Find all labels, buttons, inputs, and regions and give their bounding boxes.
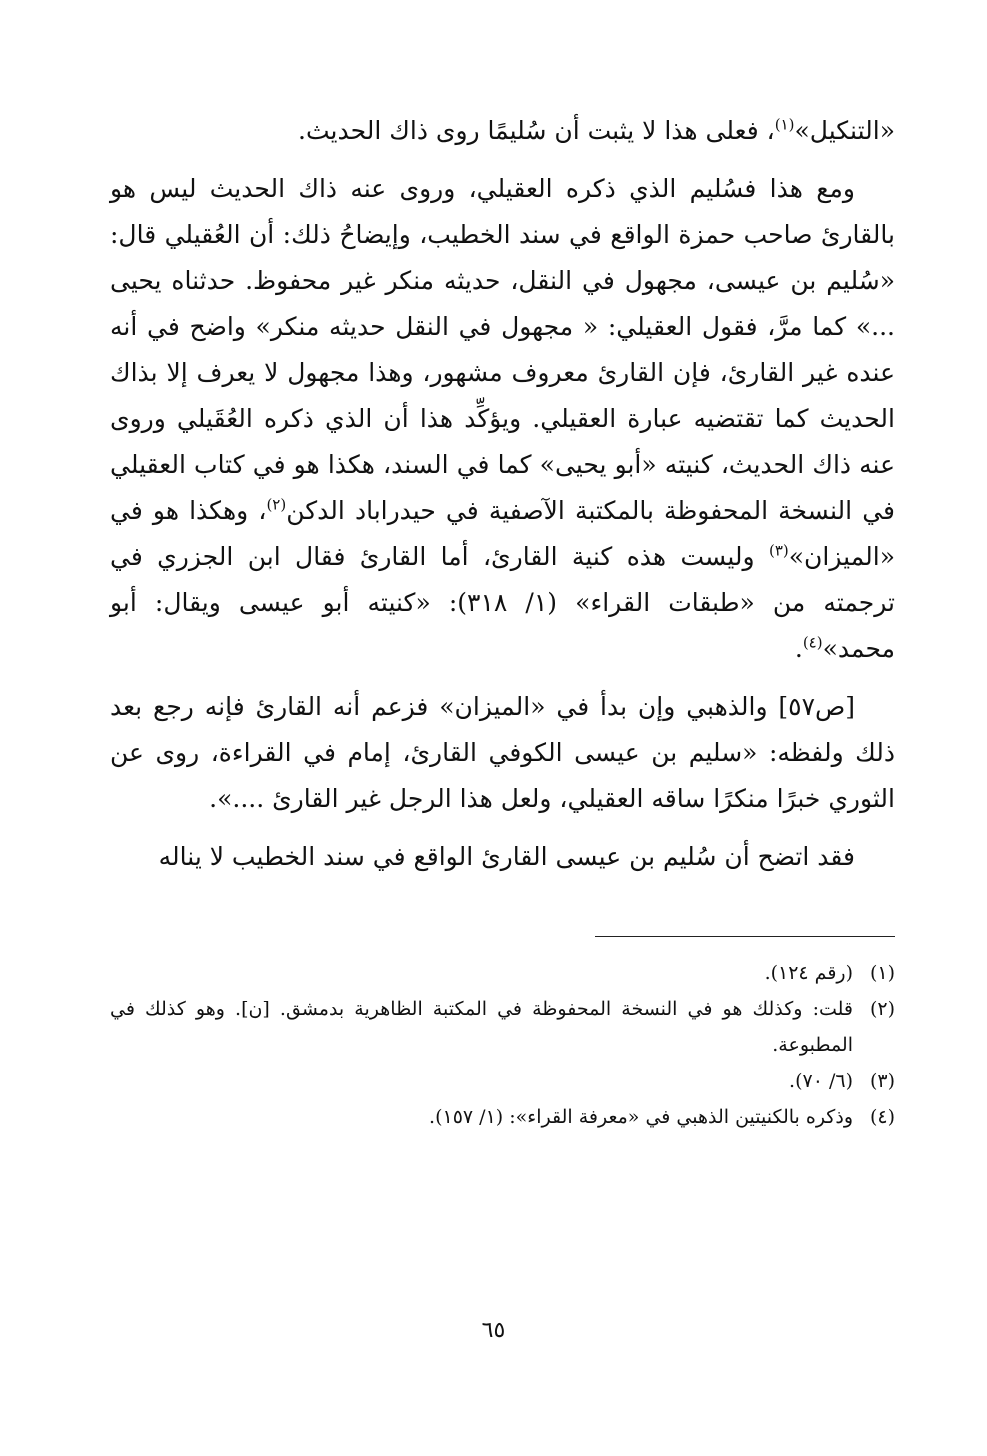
- footnote-number: (٣): [869, 1070, 895, 1092]
- paragraph-2: [110, 166, 895, 672]
- footnote-text: (٦/ ٧٠).: [789, 1070, 853, 1092]
- paragraph-1-end: ، فعلى هذا لا يثبت أن سُليمًا روى ذاك الحديث.: [298, 116, 775, 145]
- paragraph-1-start: «التنكيل»: [794, 116, 895, 145]
- footnote-2: [110, 991, 895, 1063]
- paragraph-2-middle: ، وهكذا هو في «الميزان»: [110, 496, 895, 571]
- paragraph-3: [ص٥٧] والذهبي وإن بدأ في «الميزان» فزعم أنه القارئ فإنه رجع بعد ذلك ولفظه: «سليم بن عيسى الكوفي القارئ، إمام في القراءة، روى عن الثوري خبرًا منكرًا ساقه العقيلي، ولعل هذا الرجل غير القارئ ....».: [110, 692, 895, 813]
- paragraph-2-end: .: [794, 634, 803, 663]
- footnote-divider: [595, 936, 895, 937]
- footnote-text: وذكره بالكنيتين الذهبي في «معرفة القراء»: (١/ ١٥٧).: [429, 1106, 853, 1128]
- footnotes: [110, 955, 895, 1135]
- footnote-ref-4[interactable]: (٤): [802, 633, 823, 652]
- footnote-ref-2[interactable]: (٢): [266, 495, 287, 514]
- footnote-number: (٢): [869, 998, 895, 1020]
- paragraph-4: فقد اتضح أن سُليم بن عيسى القارئ الواقع في سند الخطيب لا يناله: [158, 842, 855, 871]
- footnote-ref-1[interactable]: (١): [774, 115, 795, 134]
- footnote-number: (١): [869, 962, 895, 984]
- footnote-3: [110, 1063, 895, 1099]
- paragraph-2-start: ومع هذا فسُليم الذي ذكره العقيلي، وروى عنه ذاك الحديث ليس هو بالقارئ صاحب حمزة الواقع في سند الخطيب، وإيضاحُ ذلك: أن العُقيلي قال: «سُليم بن عيسى، مجهول في النقل، حديثه منكر غير محفوظ. حدثناه يحيى ...» كما مرَّ، فقول العقيلي: « مجهول في النقل حديثه منكر» واضح في أنه عنده غير القارئ، فإن القارئ معروف مشهور، وهذا مجهول لا يعرف إلا بذاك الحديث كما تقتضيه عبارة العقيلي. ويؤكِّد هذا أن الذي ذكره العُقَيلي وروى عنه ذاك الحديث، كنيته «أبو يحيى» كما في السند، هكذا هو في كتاب العقيلي في النسخة المحفوظة بالمكتبة الآصفية في حيدراباد الدكن: [110, 174, 895, 525]
- paragraph-2-middle-2: وليست هذه كنية القارئ، أما القارئ فقال ابن الجزري في ترجمته من «طبقات القراء» (١/ ٣١٨): «كنيته أبو عيسى ويقال: أبو محمد»: [110, 542, 896, 663]
- main-text: [110, 108, 895, 880]
- footnote-1: [110, 955, 895, 991]
- page-content: [110, 108, 895, 1135]
- footnote-ref-3[interactable]: (٣): [768, 541, 789, 560]
- footnote-4: [110, 1099, 895, 1135]
- page-number: ٦٥: [481, 1318, 506, 1343]
- footnote-text: قلت: وكذلك هو في النسخة المحفوظة في المكتبة الظاهرية بدمشق. [ن]. وهو كذلك في المطبوعة.: [110, 998, 853, 1056]
- footnote-text: (رقم ١٢٤).: [764, 962, 853, 984]
- paragraph-1: [110, 108, 895, 154]
- footnote-number: (٤): [869, 1106, 895, 1128]
